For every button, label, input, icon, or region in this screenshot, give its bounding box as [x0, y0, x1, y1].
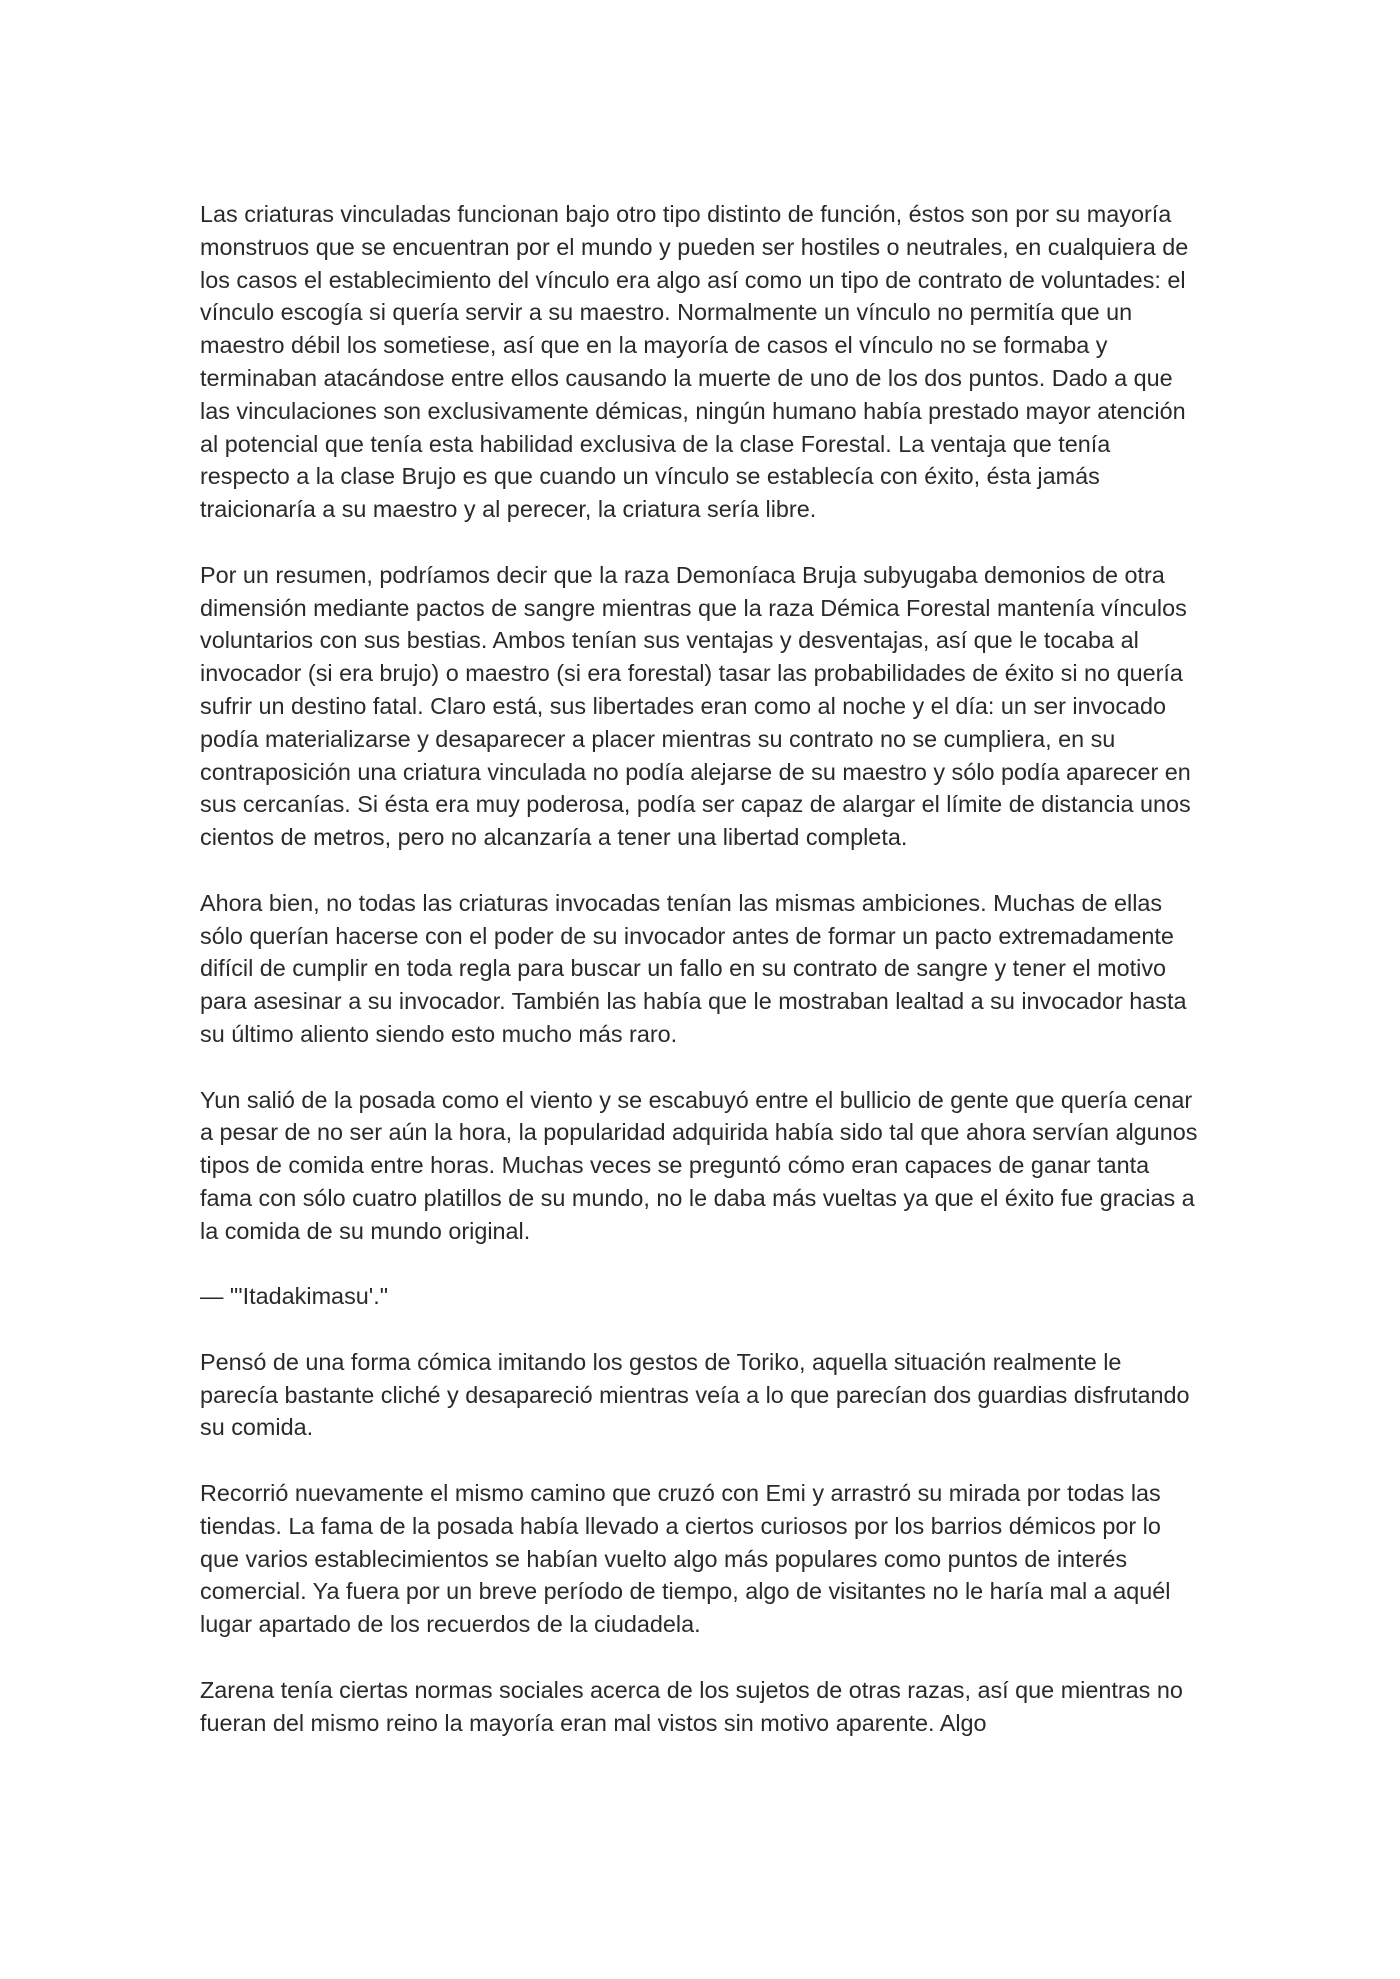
paragraph-4: Yun salió de la posada como el viento y se escabuyó entre el bullicio de gente que quería cenar a pesar de no ser aún la hora, la popularidad adquirida había sido tal que ahora servían algunos tipos de comida entre horas. Muchas veces se preguntó cómo eran capaces de ganar tanta fama con sólo cuatro platillos de su mundo, no le daba más vueltas ya que el éxito fue gracias a la comida de su mundo original. [200, 1086, 1198, 1244]
paragraph-7: Recorrió nuevamente el mismo camino que cruzó con Emi y arrastró su mirada por todas las tiendas. La fama de la posada había llevado a ciertos curiosos por los barrios démicos por lo que varios establecimientos se habían vuelto algo más populares como puntos de interés comercial. Ya fuera por un breve período de tiempo, algo de visitantes no le haría mal a aquél lugar apartado de los recuerdos de la ciudadela. [200, 1480, 1171, 1638]
paragraph-2: Por un resumen, podríamos decir que la raza Demoníaca Bruja subyugaba demonios de otra dimensión mediante pactos de sangre mientras que la raza Démica Forestal mantenía vínculos voluntarios con sus bestias. Ambos tenían sus ventajas y desventajas, así que le tocaba al invocador (si era brujo) o maestro (si era forestal) tasar las probabilidades de éxito si no quería sufrir un destino fatal. Claro está, sus libertades eran como al noche y el día: un ser invocado podía materializarse y desaparecer a placer mientras su contrato no se cumpliera, en su contraposición una criatura vinculada no podía alejarse de su maestro y sólo podía aparecer en sus cercanías. Si ésta era muy poderosa, podía ser capaz de alargar el límite de distancia unos cientos de metros, pero no alcanzaría a tener una libertad completa. [200, 561, 1191, 851]
paragraph-1: Las criaturas vinculadas funcionan bajo otro tipo distinto de función, éstos son por su mayoría monstruos que se encuentran por el mundo y pueden ser hostiles o neutrales, en cualquiera de los casos el establecimiento del vínculo era algo así como un tipo de contrato de voluntades: el vínculo escogía si quería servir a su maestro. Normalmente un vínculo no permitía que un maestro débil los sometiese, así que en la mayoría de casos el vínculo no se formaba y terminaban atacándose entre ellos causando la muerte de uno de los dos puntos. Dado a que las vinculaciones son exclusivamente démicas, ningún humano había prestado mayor atención al potencial que tenía esta habilidad exclusiva de la clase Forestal. La ventaja que tenía respecto a la clase Brujo es que cuando un vínculo se establecía con éxito, ésta jamás traicionaría a su maestro y al perecer, la criatura sería libre. [200, 201, 1189, 523]
paragraph-3: Ahora bien, no todas las criaturas invocadas tenían las mismas ambiciones. Muchas de ellas sólo querían hacerse con el poder de su invocador antes de formar un pacto extremadamente difícil de cumplir en toda regla para buscar un fallo en su contrato de sangre y tener el motivo para asesinar a su invocador. También las había que le mostraban lealtad a su invocador hasta su último aliento siendo esto mucho más raro. [200, 889, 1187, 1047]
document-body [200, 198, 1202, 1739]
paragraph-8: Zarena tenía ciertas normas sociales acerca de los sujetos de otras razas, así que mientras no fueran del mismo reino la mayoría eran mal vistos sin motivo aparente. Algo [200, 1676, 1183, 1736]
dialogue-line: — "'Itadakimasu'." [200, 1283, 389, 1310]
paragraph-6: Pensó de una forma cómica imitando los gestos de Toriko, aquella situación realmente le parecía bastante cliché y desapareció mientras veía a lo que parecían dos guardias disfrutando su comida. [200, 1348, 1190, 1441]
